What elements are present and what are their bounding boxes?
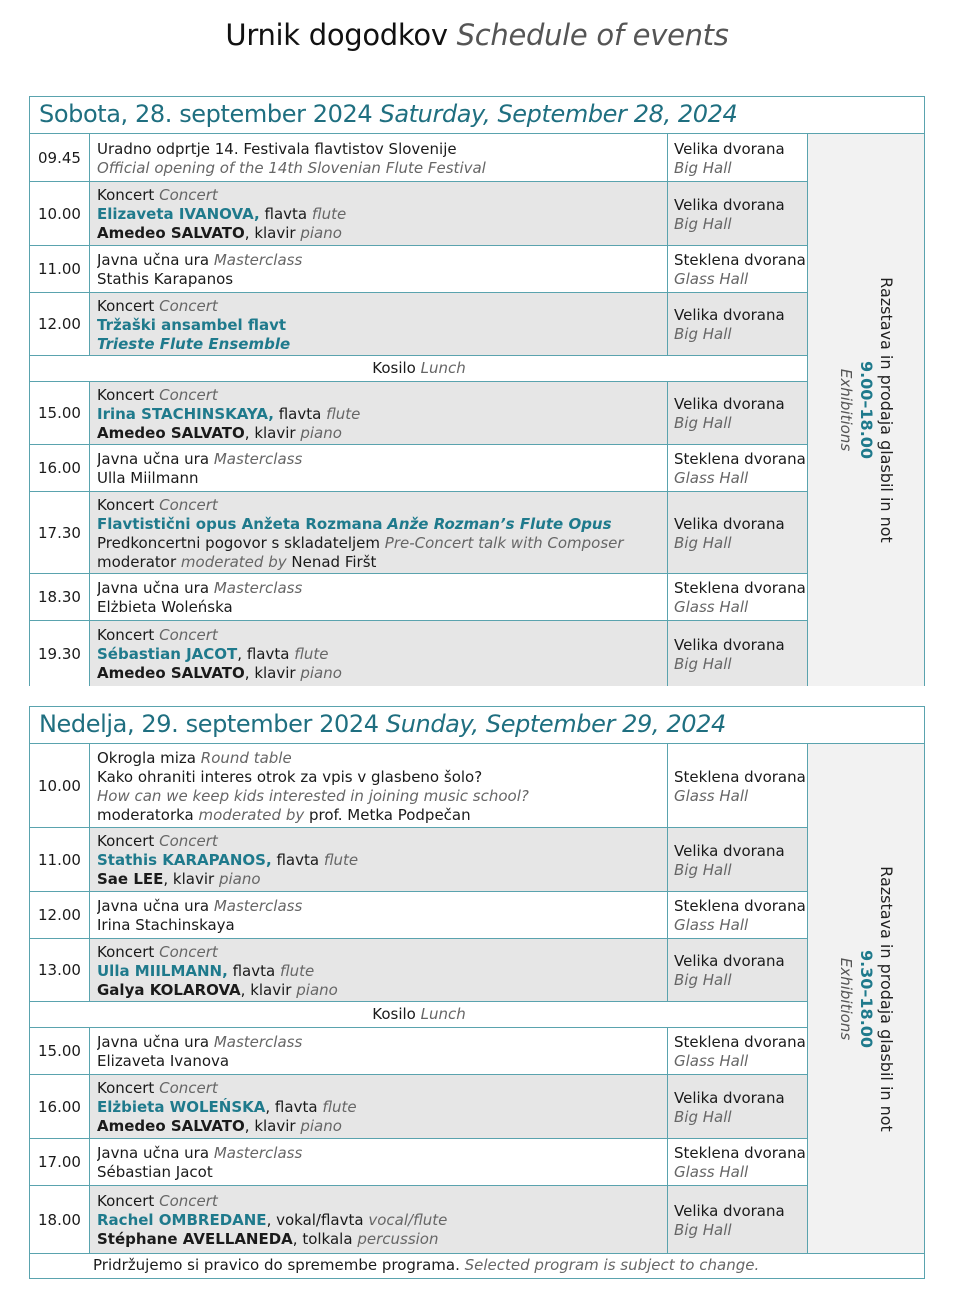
table-row — [30, 892, 808, 939]
day-header-sl: Sobota, 28. september 2024 — [39, 100, 373, 128]
event-program: Javna učna ura Masterclass Irina Stachinskaya — [90, 892, 668, 938]
table-row — [30, 1186, 808, 1253]
day-header — [29, 96, 925, 134]
event-program: Javna učna ura Masterclass Elizaveta Ivanova — [90, 1028, 668, 1074]
table-row — [30, 939, 808, 1002]
event-time: 17.30 — [30, 492, 90, 573]
event-time: 16.00 — [30, 445, 90, 491]
event-hall: Steklena dvorana Glass Hall — [674, 897, 806, 934]
event-time: 09.45 — [30, 134, 90, 181]
event-hall: Velika dvorana Big Hall — [668, 382, 808, 444]
exhibition-column — [807, 134, 924, 686]
exhibition-column — [807, 744, 924, 1253]
event-hall: Steklena dvorana Glass Hall — [674, 1033, 806, 1070]
event-time: 11.00 — [30, 828, 90, 891]
event-program: Koncert Concert Elżbieta WOLEŃSKA, flavta flute Amedeo SALVATO, klavir piano — [90, 1075, 668, 1138]
title-sub: Schedule of events — [456, 18, 729, 52]
event-program: Koncert Concert Stathis KARAPANOS, flavta flute Sae LEE, klavir piano — [90, 828, 668, 891]
table-row — [30, 1139, 808, 1186]
event-time: 10.00 — [30, 744, 90, 827]
event-hall: Velika dvorana Big Hall — [668, 828, 808, 891]
event-hall: Velika dvorana Big Hall — [668, 293, 808, 355]
event-hall: Velika dvorana Big Hall — [668, 182, 808, 245]
table-row — [30, 744, 808, 828]
table-row — [30, 246, 808, 293]
event-program: Koncert Concert Tržaški ansambel flavt Trieste Flute Ensemble — [90, 293, 668, 355]
table-row — [30, 621, 808, 686]
event-hall: Steklena dvorana Glass Hall — [674, 579, 806, 616]
event-program: Koncert Concert Rachel OMBREDANE, vokal/flavta vocal/flute Stéphane AVELLANEDA, tolkala percussion — [90, 1186, 668, 1253]
schedule-table — [29, 744, 925, 1253]
event-time: 18.30 — [30, 574, 90, 620]
event-program: Javna učna ura Masterclass Ulla Miilmann — [90, 445, 668, 491]
day-header — [29, 706, 925, 744]
event-hall: Steklena dvorana Glass Hall — [674, 767, 806, 805]
event-hall: Velika dvorana Big Hall — [668, 621, 808, 686]
table-row — [30, 293, 808, 356]
table-row — [30, 445, 808, 492]
day-header-en: Saturday, September 28, 2024 — [379, 100, 738, 128]
table-row — [30, 828, 808, 892]
day-header-en: Sunday, September 29, 2024 — [385, 710, 726, 738]
event-time: 15.00 — [30, 382, 90, 444]
event-time: 15.00 — [30, 1028, 90, 1074]
table-row — [30, 182, 808, 246]
event-program: Okrogla miza Round table Kako ohraniti interes otrok za vpis v glasbeno šolo? How can we keep kids interested in joining music school? moderatorka moderated by prof. Metka Podpečan — [90, 744, 668, 827]
footer-sl: Pridržujemo si pravico do spremembe programa. — [93, 1256, 460, 1274]
table-row — [30, 492, 808, 574]
day-sunday — [29, 706, 925, 1253]
event-time: 17.00 — [30, 1139, 90, 1185]
exhibition-label: Razstava in prodaja glasbil in not 9.30–18.00 Exhibitions — [837, 865, 896, 1132]
day-header-sl: Nedelja, 29. september 2024 — [39, 710, 379, 738]
event-program: Koncert Concert Ulla MIILMANN, flavta flute Galya KOLAROVA, klavir piano — [90, 939, 668, 1001]
event-hall: Velika dvorana Big Hall — [668, 492, 808, 573]
table-row — [30, 1028, 808, 1075]
exhibition-label: Razstava in prodaja glasbil in not 9.00–18.00 Exhibitions — [837, 277, 896, 543]
event-program: Uradno odprtje 14. Festivala flavtistov Slovenije Official opening of the 14th Slovenian Flute Festival — [90, 134, 668, 181]
event-program: Javna učna ura Masterclass Elżbieta Woleńska — [90, 574, 668, 620]
event-time: 12.00 — [30, 293, 90, 355]
title-main: Urnik dogodkov — [225, 18, 448, 52]
event-program: Javna učna ura Masterclass Sébastian Jacot — [90, 1139, 668, 1185]
day-saturday — [29, 96, 925, 686]
event-time: 10.00 — [30, 182, 90, 245]
table-row — [30, 574, 808, 621]
event-hall: Velika dvorana Big Hall — [674, 139, 785, 177]
table-row — [30, 382, 808, 445]
footer-note — [29, 1253, 925, 1279]
event-time: 12.00 — [30, 892, 90, 938]
event-program: Koncert Concert Elizaveta IVANOVA, flavta flute Amedeo SALVATO, klavir piano — [90, 182, 668, 245]
event-program: Koncert Concert Sébastian JACOT, flavta flute Amedeo SALVATO, klavir piano — [90, 621, 668, 686]
event-hall: Steklena dvorana Glass Hall — [674, 450, 806, 487]
page-title — [0, 18, 954, 52]
event-program: Javna učna ura Masterclass Stathis Karapanos — [90, 246, 668, 292]
event-time: 11.00 — [30, 246, 90, 292]
event-hall: Steklena dvorana Glass Hall — [674, 251, 806, 288]
event-time: 18.00 — [30, 1186, 90, 1253]
event-time: 19.30 — [30, 621, 90, 686]
lunch-row: Kosilo Lunch — [30, 1002, 808, 1028]
event-hall: Velika dvorana Big Hall — [668, 1075, 808, 1138]
table-row — [30, 1075, 808, 1139]
schedule-table — [29, 134, 925, 686]
event-time: 13.00 — [30, 939, 90, 1001]
event-program: Koncert Concert Flavtistični opus Anžeta Rozmana Anže Rozman’s Flute Opus Predkoncertni pogovor s skladateljem Pre-Concert talk with Composer moderator moderated by Nenad Firšt — [90, 492, 668, 573]
event-hall: Velika dvorana Big Hall — [668, 939, 808, 1001]
event-hall: Steklena dvorana Glass Hall — [674, 1144, 806, 1181]
event-hall: Velika dvorana Big Hall — [668, 1186, 808, 1253]
event-program: Koncert Concert Irina STACHINSKAYA, flavta flute Amedeo SALVATO, klavir piano — [90, 382, 668, 444]
footer-en: Selected program is subject to change. — [464, 1256, 760, 1274]
table-row — [30, 134, 808, 182]
event-time: 16.00 — [30, 1075, 90, 1138]
lunch-row: Kosilo Lunch — [30, 356, 808, 382]
